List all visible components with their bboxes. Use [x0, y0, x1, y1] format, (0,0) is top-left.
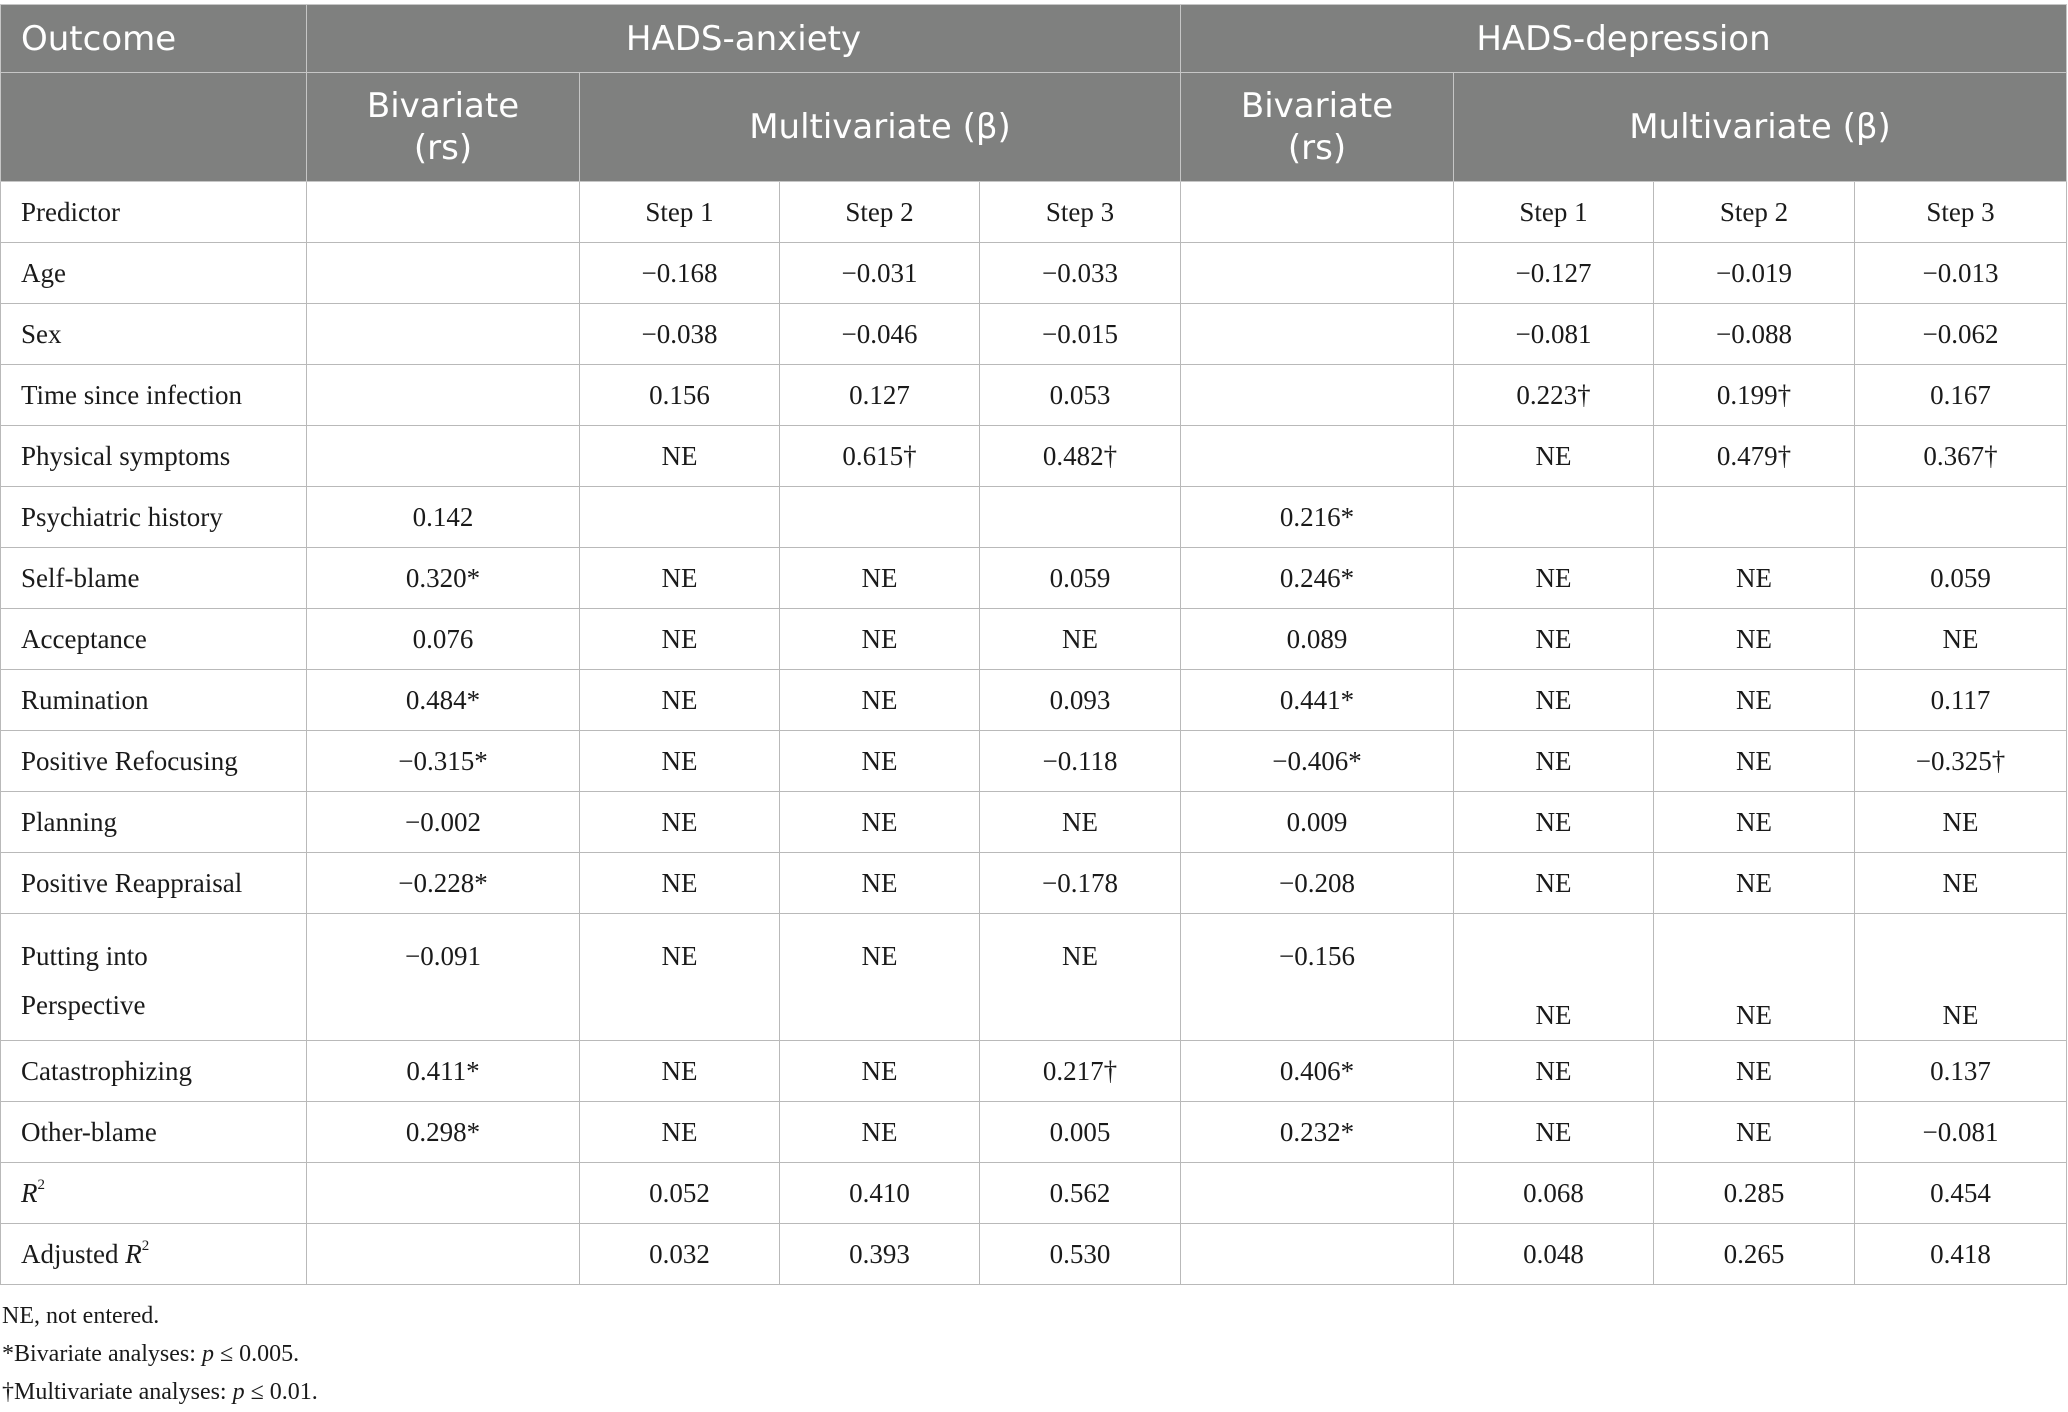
bivariate-label: Bivariate	[1240, 86, 1394, 126]
table-cell: 0.562	[980, 1163, 1181, 1224]
table-cell: −0.002	[307, 792, 580, 853]
table-cell: NE	[1454, 670, 1654, 731]
table-cell: 0.223†	[1454, 365, 1654, 426]
table-cell: NE	[1454, 609, 1654, 670]
table-cell: 0.285	[1654, 1163, 1855, 1224]
table-cell: 0.089	[1181, 609, 1454, 670]
step-2-label: Step 2	[1654, 182, 1855, 243]
table-cell: NE	[980, 914, 1181, 1041]
table-cell: 0.009	[1181, 792, 1454, 853]
table-cell: 0.167	[1855, 365, 2067, 426]
header-bivariate-anxiety	[307, 73, 580, 182]
row-label-line-2: Perspective	[21, 990, 146, 1020]
table-cell: NE	[1454, 792, 1654, 853]
table-cell	[307, 426, 580, 487]
table-cell: 0.052	[580, 1163, 780, 1224]
table-cell: −0.031	[780, 243, 980, 304]
row-label	[1, 914, 307, 1041]
table-cell	[307, 365, 580, 426]
table-cell: NE	[580, 914, 780, 1041]
table-cell	[1181, 426, 1454, 487]
table-cell: NE	[1654, 853, 1855, 914]
row-label: Acceptance	[1, 609, 307, 670]
table-cell: NE	[1654, 1041, 1855, 1102]
table-cell	[1654, 487, 1855, 548]
row-label-line-1: Putting into	[21, 941, 148, 971]
header-hads-depression: HADS-depression	[1181, 5, 2067, 73]
regression-results-table	[0, 4, 2067, 1285]
footnote-text: *Bivariate analyses:	[2, 1341, 202, 1367]
table-cell: 0.199†	[1654, 365, 1855, 426]
table-cell: 0.418	[1855, 1224, 2067, 1285]
predictor-label: Predictor	[1, 182, 307, 243]
footnote-text: ≤ 0.01.	[244, 1379, 318, 1405]
table-cell: NE	[1855, 792, 2067, 853]
table-row	[1, 365, 2067, 426]
row-label: Planning	[1, 792, 307, 853]
table-row	[1, 1041, 2067, 1102]
table-cell	[1855, 487, 2067, 548]
table-cell	[780, 487, 980, 548]
table-row	[1, 548, 2067, 609]
table-row	[1, 304, 2067, 365]
table-cell: NE	[1454, 548, 1654, 609]
row-label: Self-blame	[1, 548, 307, 609]
row-label	[1, 1163, 307, 1224]
step-3-label: Step 3	[1855, 182, 2067, 243]
row-label: Sex	[1, 304, 307, 365]
table-cell: 0.367†	[1855, 426, 2067, 487]
step-2-label: Step 2	[780, 182, 980, 243]
table-cell: 0.093	[980, 670, 1181, 731]
table-cell: NE	[780, 914, 980, 1041]
table-row	[1, 243, 2067, 304]
p-symbol: p	[201, 1341, 214, 1367]
table-cell: NE	[580, 426, 780, 487]
table-cell: NE	[580, 731, 780, 792]
table-cell: −0.088	[1654, 304, 1855, 365]
table-cell: NE	[1855, 914, 2067, 1041]
table-cell	[1181, 182, 1454, 243]
table-cell	[307, 1224, 580, 1285]
table-cell	[307, 243, 580, 304]
table-cell: NE	[580, 853, 780, 914]
table-cell: −0.062	[1855, 304, 2067, 365]
results-table-wrapper	[0, 4, 2068, 1411]
table-cell: NE	[1654, 914, 1855, 1041]
header-multivariate-depression: Multivariate (β)	[1454, 73, 2067, 182]
table-cell: −0.178	[980, 853, 1181, 914]
footnote-multivariate	[2, 1373, 2068, 1411]
table-cell: NE	[1855, 853, 2067, 914]
table-cell: NE	[580, 792, 780, 853]
table-cell: NE	[580, 1102, 780, 1163]
row-label: Positive Reappraisal	[1, 853, 307, 914]
table-cell	[580, 487, 780, 548]
table-cell: 0.059	[980, 548, 1181, 609]
r-symbol: R	[125, 1238, 142, 1269]
table-cell: −0.038	[580, 304, 780, 365]
bivariate-label: Bivariate	[366, 86, 520, 126]
table-cell: 0.406*	[1181, 1041, 1454, 1102]
table-cell: NE	[580, 1041, 780, 1102]
table-row	[1, 914, 2067, 1041]
table-cell: 0.615†	[780, 426, 980, 487]
table-cell: 0.410	[780, 1163, 980, 1224]
table-cell: NE	[780, 670, 980, 731]
table-body-tail	[1, 1041, 2067, 1163]
table-cell: 0.320*	[307, 548, 580, 609]
table-cell: 0.156	[580, 365, 780, 426]
table-footnotes	[0, 1297, 2068, 1411]
table-cell: NE	[780, 792, 980, 853]
step-1-label: Step 1	[580, 182, 780, 243]
table-cell: NE	[1654, 548, 1855, 609]
table-cell: NE	[580, 670, 780, 731]
table-cell: 0.393	[780, 1224, 980, 1285]
table-cell: NE	[780, 548, 980, 609]
table-cell: 0.059	[1855, 548, 2067, 609]
table-row	[1, 487, 2067, 548]
row-label	[1, 1224, 307, 1285]
table-row	[1, 426, 2067, 487]
table-cell: −0.168	[580, 243, 780, 304]
header-row-analysis	[1, 73, 2067, 182]
table-cell: −0.208	[1181, 853, 1454, 914]
table-cell: −0.081	[1855, 1102, 2067, 1163]
table-cell: NE	[1454, 426, 1654, 487]
table-cell: NE	[1454, 853, 1654, 914]
table-cell: 0.216*	[1181, 487, 1454, 548]
header-outcome: Outcome	[1, 5, 307, 73]
table-row	[1, 1102, 2067, 1163]
adjusted-label: Adjusted	[21, 1238, 126, 1269]
table-cell: NE	[580, 609, 780, 670]
table-cell: NE	[1454, 1102, 1654, 1163]
row-label: Catastrophizing	[1, 1041, 307, 1102]
table-cell: 0.053	[980, 365, 1181, 426]
table-cell: 0.232*	[1181, 1102, 1454, 1163]
table-cell: −0.325†	[1855, 731, 2067, 792]
superscript: 2	[141, 1237, 150, 1254]
table-cell	[1181, 304, 1454, 365]
table-cell: NE	[1654, 1102, 1855, 1163]
table-cell: 0.048	[1454, 1224, 1654, 1285]
table-cell: −0.118	[980, 731, 1181, 792]
r-symbol: R	[21, 1177, 38, 1208]
table-cell: 0.411*	[307, 1041, 580, 1102]
header-row-outcome	[1, 5, 2067, 73]
rs-label: (rs)	[1287, 128, 1347, 168]
table-cell: NE	[1654, 731, 1855, 792]
table-cell: −0.019	[1654, 243, 1855, 304]
table-cell: 0.005	[980, 1102, 1181, 1163]
table-cell: −0.013	[1855, 243, 2067, 304]
header-bivariate-depression	[1181, 73, 1454, 182]
step-3-label: Step 3	[980, 182, 1181, 243]
table-cell: NE	[780, 853, 980, 914]
table-cell: 0.454	[1855, 1163, 2067, 1224]
table-cell: NE	[1855, 609, 2067, 670]
table-cell: −0.015	[980, 304, 1181, 365]
table-row-r2	[1, 1163, 2067, 1224]
table-cell: NE	[1654, 670, 1855, 731]
table-cell: 0.479†	[1654, 426, 1855, 487]
table-cell: NE	[1654, 792, 1855, 853]
table-row-adjusted-r2	[1, 1224, 2067, 1285]
table-cell: NE	[780, 1041, 980, 1102]
table-cell: 0.137	[1855, 1041, 2067, 1102]
table-cell	[307, 182, 580, 243]
table-row-predictor	[1, 182, 2067, 243]
footnote-bivariate	[2, 1335, 2068, 1373]
table-cell: 0.142	[307, 487, 580, 548]
table-cell: NE	[780, 609, 980, 670]
table-cell: 0.076	[307, 609, 580, 670]
header-multivariate-anxiety: Multivariate (β)	[580, 73, 1181, 182]
table-cell: 0.298*	[307, 1102, 580, 1163]
table-cell: 0.246*	[1181, 548, 1454, 609]
table-cell: NE	[980, 609, 1181, 670]
row-label: Psychiatric history	[1, 487, 307, 548]
table-cell: NE	[1454, 914, 1654, 1041]
table-body-main	[1, 243, 2067, 914]
table-cell: −0.228*	[307, 853, 580, 914]
table-cell	[307, 1163, 580, 1224]
table-cell	[1454, 487, 1654, 548]
table-cell: NE	[980, 792, 1181, 853]
row-label: Other-blame	[1, 1102, 307, 1163]
table-cell: −0.156	[1181, 914, 1454, 1041]
table-cell: 0.482†	[980, 426, 1181, 487]
table-cell: −0.091	[307, 914, 580, 1041]
table-cell: 0.117	[1855, 670, 2067, 731]
table-cell: −0.046	[780, 304, 980, 365]
table-cell	[1181, 1224, 1454, 1285]
row-label: Physical symptoms	[1, 426, 307, 487]
table-cell: −0.406*	[1181, 731, 1454, 792]
table-cell	[1181, 365, 1454, 426]
header-hads-anxiety: HADS-anxiety	[307, 5, 1181, 73]
superscript: 2	[37, 1176, 45, 1193]
table-cell: 0.032	[580, 1224, 780, 1285]
footnote-text: †Multivariate analyses:	[2, 1379, 233, 1405]
table-cell: 0.530	[980, 1224, 1181, 1285]
table-cell: −0.081	[1454, 304, 1654, 365]
step-1-label: Step 1	[1454, 182, 1654, 243]
header-empty	[1, 73, 307, 182]
table-row	[1, 609, 2067, 670]
table-cell	[1181, 243, 1454, 304]
table-cell: NE	[1654, 609, 1855, 670]
footnote-text: ≤ 0.005.	[213, 1341, 300, 1367]
table-row	[1, 731, 2067, 792]
table-row	[1, 853, 2067, 914]
table-cell: −0.315*	[307, 731, 580, 792]
row-label: Positive Refocusing	[1, 731, 307, 792]
table-cell: −0.033	[980, 243, 1181, 304]
table-cell: NE	[780, 731, 980, 792]
table-cell	[307, 304, 580, 365]
table-row	[1, 792, 2067, 853]
table-cell	[1181, 1163, 1454, 1224]
row-label: Rumination	[1, 670, 307, 731]
table-cell: NE	[1454, 1041, 1654, 1102]
row-label: Time since infection	[1, 365, 307, 426]
table-cell: 0.068	[1454, 1163, 1654, 1224]
row-label: Age	[1, 243, 307, 304]
table-cell: 0.484*	[307, 670, 580, 731]
footnote-ne: NE, not entered.	[2, 1303, 160, 1329]
table-cell: 0.441*	[1181, 670, 1454, 731]
table-cell: 0.265	[1654, 1224, 1855, 1285]
table-cell: NE	[580, 548, 780, 609]
table-row	[1, 670, 2067, 731]
table-cell: NE	[1454, 731, 1654, 792]
p-symbol: p	[232, 1379, 245, 1405]
table-cell: 0.217†	[980, 1041, 1181, 1102]
rs-label: (rs)	[413, 128, 473, 168]
table-cell: 0.127	[780, 365, 980, 426]
table-cell	[980, 487, 1181, 548]
table-cell: NE	[780, 1102, 980, 1163]
table-cell: −0.127	[1454, 243, 1654, 304]
